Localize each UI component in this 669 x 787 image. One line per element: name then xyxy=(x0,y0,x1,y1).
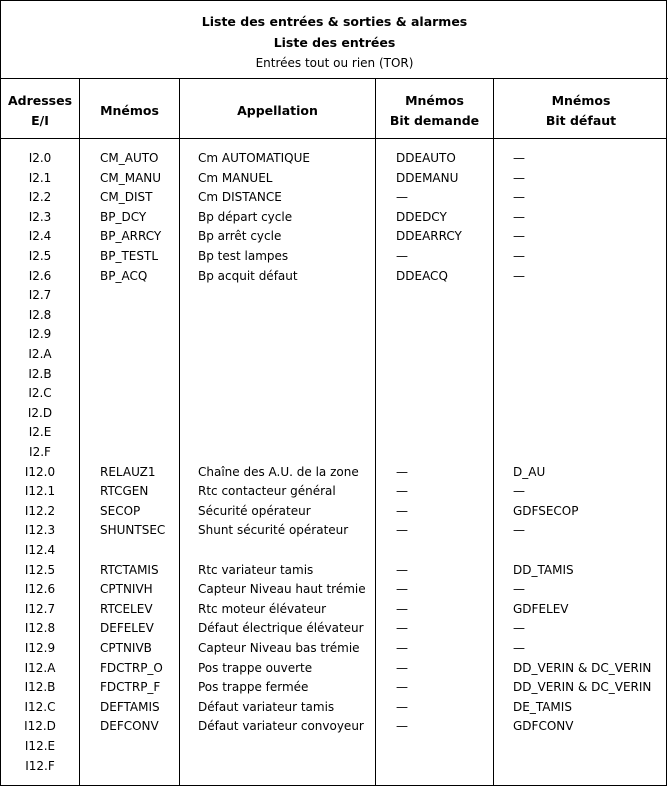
address-cell: I12.3 xyxy=(24,523,56,538)
fault-bit-cell: — xyxy=(513,170,525,185)
fault-bit-cell: GDFELEV xyxy=(513,601,569,616)
address-cell: I12.0 xyxy=(24,464,56,479)
mnemo-cell: RTCTAMIS xyxy=(100,562,159,577)
table-row xyxy=(1,286,668,306)
table-row xyxy=(1,717,668,737)
document-header xyxy=(1,1,668,79)
appellation-cell: Pos trappe ouverte xyxy=(198,660,313,675)
appellation-cell: Bp départ cycle xyxy=(198,209,293,224)
mnemo-cell: CPTNIVB xyxy=(100,641,152,655)
table-row xyxy=(1,659,668,679)
table-row xyxy=(1,619,668,639)
appellation-cell: Capteur Niveau bas trémie xyxy=(198,641,360,655)
fault-bit-cell: — xyxy=(513,523,525,538)
mnemo-cell: RTCGEN xyxy=(100,484,149,499)
table-row xyxy=(1,443,668,463)
mnemo-cell: BP_ACQ xyxy=(100,268,148,283)
table-row xyxy=(1,208,668,228)
fault-bit-cell: — xyxy=(513,249,525,263)
address-cell: I12.D xyxy=(24,719,56,734)
appellation-cell: Capteur Niveau haut trémie xyxy=(198,582,366,597)
appellation-cell: Sécurité opérateur xyxy=(198,503,311,518)
demand-bit-cell: — xyxy=(396,621,408,636)
address-cell: I12.E xyxy=(24,739,56,753)
appellation-cell: Rtc variateur tamis xyxy=(198,562,314,577)
appellation-cell: Bp acquit défaut xyxy=(198,268,298,283)
demand-bit-cell: — xyxy=(396,190,408,205)
appellation-cell: Défaut variateur tamis xyxy=(198,699,335,714)
table-row xyxy=(1,580,668,600)
appellation-cell: Chaîne des A.U. de la zone xyxy=(198,464,359,479)
mnemo-cell: FDCTRP_F xyxy=(100,680,161,695)
column-header-address: Adresses E/I xyxy=(7,93,73,128)
address-cell: I12.1 xyxy=(24,484,56,499)
address-cell: I2.9 xyxy=(28,327,52,342)
column-header-appellation: Appellation xyxy=(237,103,318,118)
address-cell: I12.A xyxy=(24,660,56,675)
fault-bit-cell: — xyxy=(513,582,525,597)
mnemo-cell: CM_AUTO xyxy=(100,151,159,165)
mnemo-cell: DEFTAMIS xyxy=(100,699,160,714)
demand-bit-cell: — xyxy=(396,249,408,263)
table-row xyxy=(1,561,668,581)
address-cell: I12.8 xyxy=(24,621,56,636)
demand-bit-cell: — xyxy=(396,464,408,479)
mnemo-cell: BP_DCY xyxy=(100,209,147,224)
table-row xyxy=(1,521,668,541)
fault-bit-cell: DD_VERIN & DC_VERIN xyxy=(513,680,652,695)
table-row xyxy=(1,482,668,502)
table-row xyxy=(1,306,668,326)
demand-bit-cell: — xyxy=(396,523,408,538)
column-header-fault-bit: Mnémos Bit défaut xyxy=(545,93,617,128)
address-cell: I12.C xyxy=(24,699,56,714)
fault-bit-cell: — xyxy=(513,484,525,499)
fault-bit-cell: — xyxy=(513,268,525,283)
header-divider xyxy=(1,138,666,139)
address-cell: I2.D xyxy=(27,405,53,420)
document-caption: Entrées tout ou rien (TOR) xyxy=(255,56,414,70)
appellation-cell: Shunt sécurité opérateur xyxy=(198,523,349,538)
mnemo-cell: CM_MANU xyxy=(100,170,162,185)
fault-bit-cell: — xyxy=(513,190,525,205)
demand-bit-cell: — xyxy=(396,660,408,675)
table-row xyxy=(1,188,668,208)
mnemo-cell: BP_TESTL xyxy=(100,249,159,263)
address-cell: I2.5 xyxy=(28,249,52,263)
table-row xyxy=(1,267,668,287)
fault-bit-cell: — xyxy=(513,151,525,165)
appellation-cell: Pos trappe fermée xyxy=(198,680,309,695)
table-row xyxy=(1,149,668,169)
table-row xyxy=(1,463,668,483)
address-cell: I2.2 xyxy=(28,190,52,205)
table-row xyxy=(1,325,668,345)
mnemo-cell: FDCTRP_O xyxy=(100,660,163,675)
demand-bit-cell: — xyxy=(396,582,408,597)
document-title: Liste des entrées & sorties & alarmes xyxy=(201,14,468,29)
table-row xyxy=(1,698,668,718)
table-row xyxy=(1,404,668,424)
address-cell: I2.1 xyxy=(28,170,52,185)
demand-bit-cell: — xyxy=(396,484,408,499)
address-cell: I12.9 xyxy=(24,641,56,655)
table-row xyxy=(1,169,668,189)
table-row xyxy=(1,737,668,757)
table-row xyxy=(1,345,668,365)
fault-bit-cell: DD_TAMIS xyxy=(513,562,574,577)
address-cell: I2.A xyxy=(28,347,52,361)
mnemo-cell: SECOP xyxy=(100,503,141,518)
address-cell: I12.B xyxy=(24,680,56,695)
table-row xyxy=(1,541,668,561)
demand-bit-cell: DDEAUTO xyxy=(396,151,456,165)
address-cell: I2.3 xyxy=(28,209,52,224)
demand-bit-cell: — xyxy=(396,719,408,734)
appellation-cell: Cm DISTANCE xyxy=(198,190,282,205)
address-cell: I12.5 xyxy=(24,562,56,577)
table-row xyxy=(1,600,668,620)
appellation-cell: Cm MANUEL xyxy=(198,170,273,185)
column-header-mnemo: Mnémos xyxy=(100,103,159,118)
appellation-cell: Bp test lampes xyxy=(198,249,289,263)
demand-bit-cell: — xyxy=(396,503,408,518)
demand-bit-cell: DDEACQ xyxy=(396,268,448,283)
demand-bit-cell: — xyxy=(396,562,408,577)
address-cell: I2.4 xyxy=(28,229,52,244)
column-header-demand-bit: Mnémos Bit demande xyxy=(389,93,480,128)
address-cell: I2.F xyxy=(29,445,51,459)
table-row xyxy=(1,384,668,404)
address-cell: I12.6 xyxy=(24,582,56,597)
mnemo-cell: BP_ARRCY xyxy=(100,229,162,244)
mnemo-cell: CM_DIST xyxy=(100,190,153,205)
demand-bit-cell: DDEDCY xyxy=(396,209,447,224)
demand-bit-cell: — xyxy=(396,699,408,714)
table-row xyxy=(1,502,668,522)
address-cell: I2.B xyxy=(28,366,52,381)
mnemo-cell: SHUNTSEC xyxy=(100,523,166,538)
mnemo-cell: RTCELEV xyxy=(100,601,153,616)
fault-bit-cell: DD_VERIN & DC_VERIN xyxy=(513,660,652,675)
table-row xyxy=(1,423,668,443)
table-row xyxy=(1,757,668,777)
fault-bit-cell: — xyxy=(513,641,525,655)
appellation-cell: Rtc contacteur général xyxy=(198,484,336,499)
fault-bit-cell: GDFCONV xyxy=(513,719,574,734)
address-cell: I12.4 xyxy=(24,543,56,557)
appellation-cell: Défaut électrique élévateur xyxy=(198,621,364,636)
appellation-cell: Cm AUTOMATIQUE xyxy=(198,151,310,165)
appellation-cell: Rtc moteur élévateur xyxy=(198,601,327,616)
fault-bit-cell: DE_TAMIS xyxy=(513,699,572,714)
appellation-cell: Défaut variateur convoyeur xyxy=(198,719,364,734)
address-cell: I12.7 xyxy=(24,601,56,616)
document-subtitle: Liste des entrées xyxy=(273,35,396,50)
address-cell: I2.7 xyxy=(28,288,52,303)
fault-bit-cell: — xyxy=(513,621,525,636)
address-cell: I2.E xyxy=(28,425,52,440)
appellation-cell: Bp arrêt cycle xyxy=(198,229,282,244)
mnemo-cell: CPTNIVH xyxy=(100,582,153,597)
mnemo-cell: DEFELEV xyxy=(100,621,154,636)
mnemo-cell: RELAUZ1 xyxy=(100,464,156,479)
demand-bit-cell: DDEMANU xyxy=(396,170,459,185)
address-cell: I2.8 xyxy=(28,307,52,322)
address-cell: I2.0 xyxy=(28,151,52,165)
demand-bit-cell: DDEARRCY xyxy=(396,229,462,244)
table-row xyxy=(1,365,668,385)
demand-bit-cell: — xyxy=(396,641,408,655)
fault-bit-cell: — xyxy=(513,229,525,244)
address-cell: I12.2 xyxy=(24,503,56,518)
fault-bit-cell: D_AU xyxy=(513,464,546,479)
address-cell: I2.C xyxy=(28,386,52,401)
address-cell: I12.F xyxy=(25,758,55,773)
table-row xyxy=(1,247,668,267)
fault-bit-cell: — xyxy=(513,209,525,224)
fault-bit-cell: GDFSECOP xyxy=(513,503,579,518)
address-cell: I2.6 xyxy=(28,268,52,283)
table-row xyxy=(1,678,668,698)
mnemo-cell: DEFCONV xyxy=(100,719,159,734)
table-row xyxy=(1,227,668,247)
demand-bit-cell: — xyxy=(396,601,408,616)
table-row xyxy=(1,639,668,659)
demand-bit-cell: — xyxy=(396,680,408,695)
